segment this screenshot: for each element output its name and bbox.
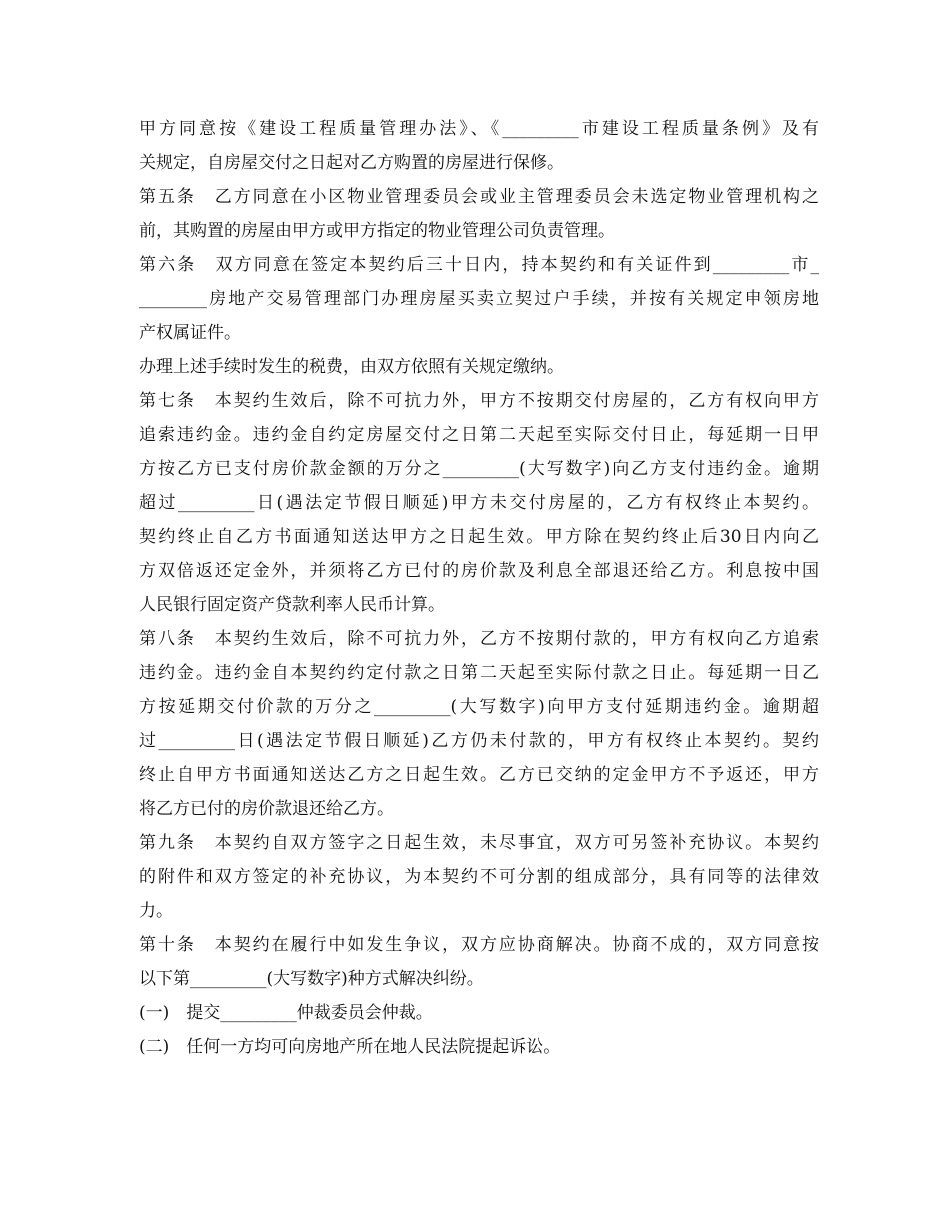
contract-text-block xyxy=(139,112,819,1064)
text-line: 契约终止自乙方书面通知送达甲方之日起生效。甲方除在契约终止后30日内向乙 xyxy=(139,527,819,547)
text-line: (二) 任何一方均可向房地产所在地人民法院提起诉讼。 xyxy=(139,1037,561,1057)
text-line: 违约金。违约金自本契约约定付款之日第二天起至实际付款之日止。每延期一日乙 xyxy=(139,663,819,683)
text-line: 的附件和双方签定的补充协议，为本契约不可分割的组成部分，具有同等的法律效 xyxy=(139,867,819,887)
text-line: 第七条 本契约生效后，除不可抗力外，甲方不按期交付房屋的，乙方有权向甲方 xyxy=(139,391,819,411)
text-line: ________房地产交易管理部门办理房屋买卖立契过户手续，并按有关规定申领房地 xyxy=(139,289,819,309)
text-line: 第十条 本契约在履行中如发生争议，双方应协商解决。协商不成的，双方同意按 xyxy=(139,935,819,955)
text-line: 方双倍返还定金外，并须将乙方已付的房价款及利息全部退还给乙方。利息按中国 xyxy=(139,561,819,581)
text-line: 第九条 本契约自双方签字之日起生效，未尽事宜，双方可另签补充协议。本契约 xyxy=(139,833,819,853)
text-line: 过_________日(遇法定节假日顺延)乙方仍未付款的，甲方有权终止本契约。契约 xyxy=(139,731,819,751)
text-line: 人民银行固定资产贷款利率人民币计算。 xyxy=(139,595,445,615)
text-line: 方按乙方已支付房价款金额的万分之_________(大写数字)向乙方支付违约金。逾期 xyxy=(139,459,819,479)
text-line: 将乙方已付的房价款退还给乙方。 xyxy=(139,799,394,819)
text-line: 方按延期交付价款的万分之_________(大写数字)向甲方支付延期违约金。逾期超 xyxy=(139,697,819,717)
text-line: 超过_________日(遇法定节假日顺延)甲方未交付房屋的，乙方有权终止本契约。 xyxy=(139,493,819,513)
text-line: 第五条 乙方同意在小区物业管理委员会或业主管理委员会未选定物业管理机构之 xyxy=(139,187,819,207)
text-line: 甲方同意按《建设工程质量管理办法》、《_________市建设工程质量条例》及有 xyxy=(139,119,819,139)
text-line: 力。 xyxy=(139,901,173,921)
text-line: 关规定，自房屋交付之日起对乙方购置的房屋进行保修。 xyxy=(139,153,564,173)
text-line: (一) 提交_________仲裁委员会仲裁。 xyxy=(139,1003,433,1023)
text-line: 产权属证件。 xyxy=(139,323,241,343)
text-line: 第六条 双方同意在签定本契约后三十日内，持本契约和有关证件到_________市_ xyxy=(139,255,819,275)
text-line: 前，其购置的房屋由甲方或甲方指定的物业管理公司负责管理。 xyxy=(139,221,615,241)
text-line: 以下第_________(大写数字)种方式解决纠纷。 xyxy=(139,969,484,989)
text-line: 终止自甲方书面通知送达乙方之日起生效。乙方已交纳的定金甲方不予返还，甲方 xyxy=(139,765,819,785)
text-line: 追索违约金。违约金自约定房屋交付之日第二天起至实际交付日止，每延期一日甲 xyxy=(139,425,819,445)
text-line: 第八条 本契约生效后，除不可抗力外，乙方不按期付款的，甲方有权向乙方追索 xyxy=(139,629,819,649)
text-line: 办理上述手续时发生的税费，由双方依照有关规定缴纳。 xyxy=(139,357,564,377)
